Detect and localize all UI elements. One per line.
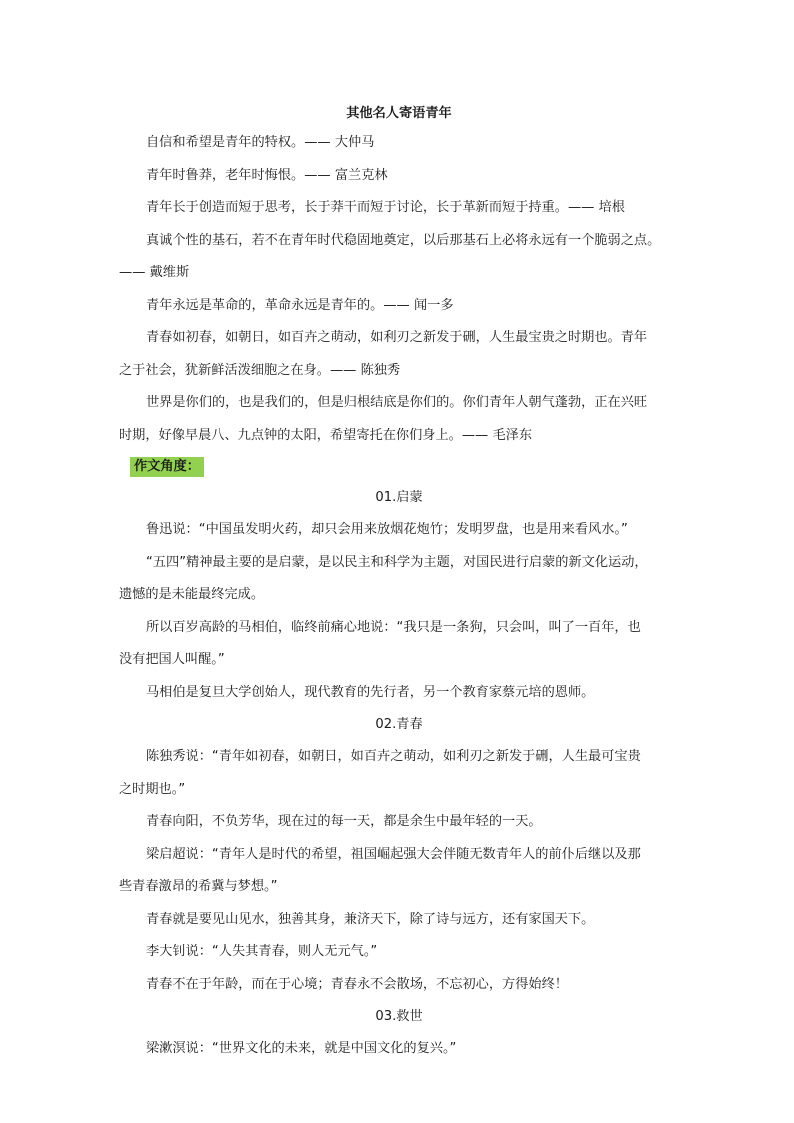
paragraph-line: 没有把国人叫醒。” — [119, 652, 225, 667]
quote-line: 真诚个性的基石，若不在青年时代稳固地奠定，以后那基石上必将永远有一个脆弱之点。 — [146, 232, 661, 248]
angle-label: 作文角度： — [130, 457, 204, 477]
quote-line: 青年永远是革命的，革命永远是青年的。—— 闻一多 — [146, 297, 454, 313]
section-heading: 01.启蒙 — [375, 490, 423, 505]
paragraph-line: 青春向阳，不负芳华，现在过的每一天，都是余生中最年轻的一天。 — [146, 814, 542, 829]
paragraph-line: 鲁迅说：“中国虽发明火药，却只会用来放烟花炮竹；发明罗盘，也是用来看风水。” — [146, 522, 628, 537]
section-heading: 02.青春 — [375, 717, 423, 732]
quote-line: 时期，好像早晨八、九点钟的太阳，希望寄托在你们身上。—— 毛泽东 — [119, 427, 533, 443]
paragraph-line: 梁漱溟说：“世界文化的未来，就是中国文化的复兴。” — [146, 1041, 457, 1056]
quote-line: 青春如初春，如朝日，如百卉之萌动，如利刃之新发于硎，人生最宝贵之时期也。青年 — [146, 330, 648, 345]
paragraph-line: 所以百岁高龄的马相伯，临终前痛心地说：“我只是一条狗，只会叫，叫了一百年，也 — [146, 619, 641, 635]
document-page — [119, 100, 679, 1066]
paragraph-line: 马相伯是复旦大学创始人，现代教育的先行者，另一个教育家蔡元培的恩师。 — [146, 684, 595, 700]
quote-line: 之于社会，犹新鲜活泼细胞之在身。—— 陈独秀 — [119, 362, 401, 378]
paragraph-line: 李大钊说：“人失其青春，则人无元气。” — [146, 944, 378, 959]
paragraph-line: 之时期也。” — [119, 781, 186, 797]
paragraph-line: 遗憾的是未能最终完成。 — [119, 587, 265, 602]
paragraph-line: 梁启超说：“青年人是时代的希望，祖国崛起强大会伴随无数青年人的前仆后继以及那 — [146, 846, 641, 862]
section-heading: 03.救世 — [375, 1009, 423, 1024]
quote-line: 青年长于创造而短于思考，长于莽干而短于讨论，长于革新而短于持重。—— 培根 — [146, 200, 625, 215]
paragraph-line: 陈独秀说：“青年如初春，如朝日，如百卉之萌动，如利刃之新发于硎，人生最可宝贵 — [146, 749, 641, 764]
quote-line: 世界是你们的，也是我们的，但是归根结底是你们的。你们青年人朝气蓬勃，正在兴旺 — [146, 395, 648, 410]
angle-row — [119, 452, 679, 482]
paragraph-line: 青春就是要见山见水，独善其身，兼济天下，除了诗与远方，还有家国天下。 — [146, 911, 595, 927]
quote-line: 青年时鲁莽，老年时悔恨。—— 富兰克林 — [146, 167, 388, 183]
quote-line: 自信和希望是青年的特权。—— 大仲马 — [146, 135, 375, 150]
paragraph-line: “五四”精神最主要的是启蒙，是以民主和科学为主题，对国民进行启蒙的新文化运动， — [146, 554, 648, 570]
paragraph-line: 青春不在于年龄，而在于心境；青春永不会散场，不忘初心，方得始终！ — [146, 976, 568, 992]
quote-line: —— 戴维斯 — [119, 265, 190, 280]
paragraph-line: 些青春激昂的希冀与梦想。” — [119, 879, 278, 894]
page-title: 其他名人寄语青年 — [346, 106, 452, 121]
